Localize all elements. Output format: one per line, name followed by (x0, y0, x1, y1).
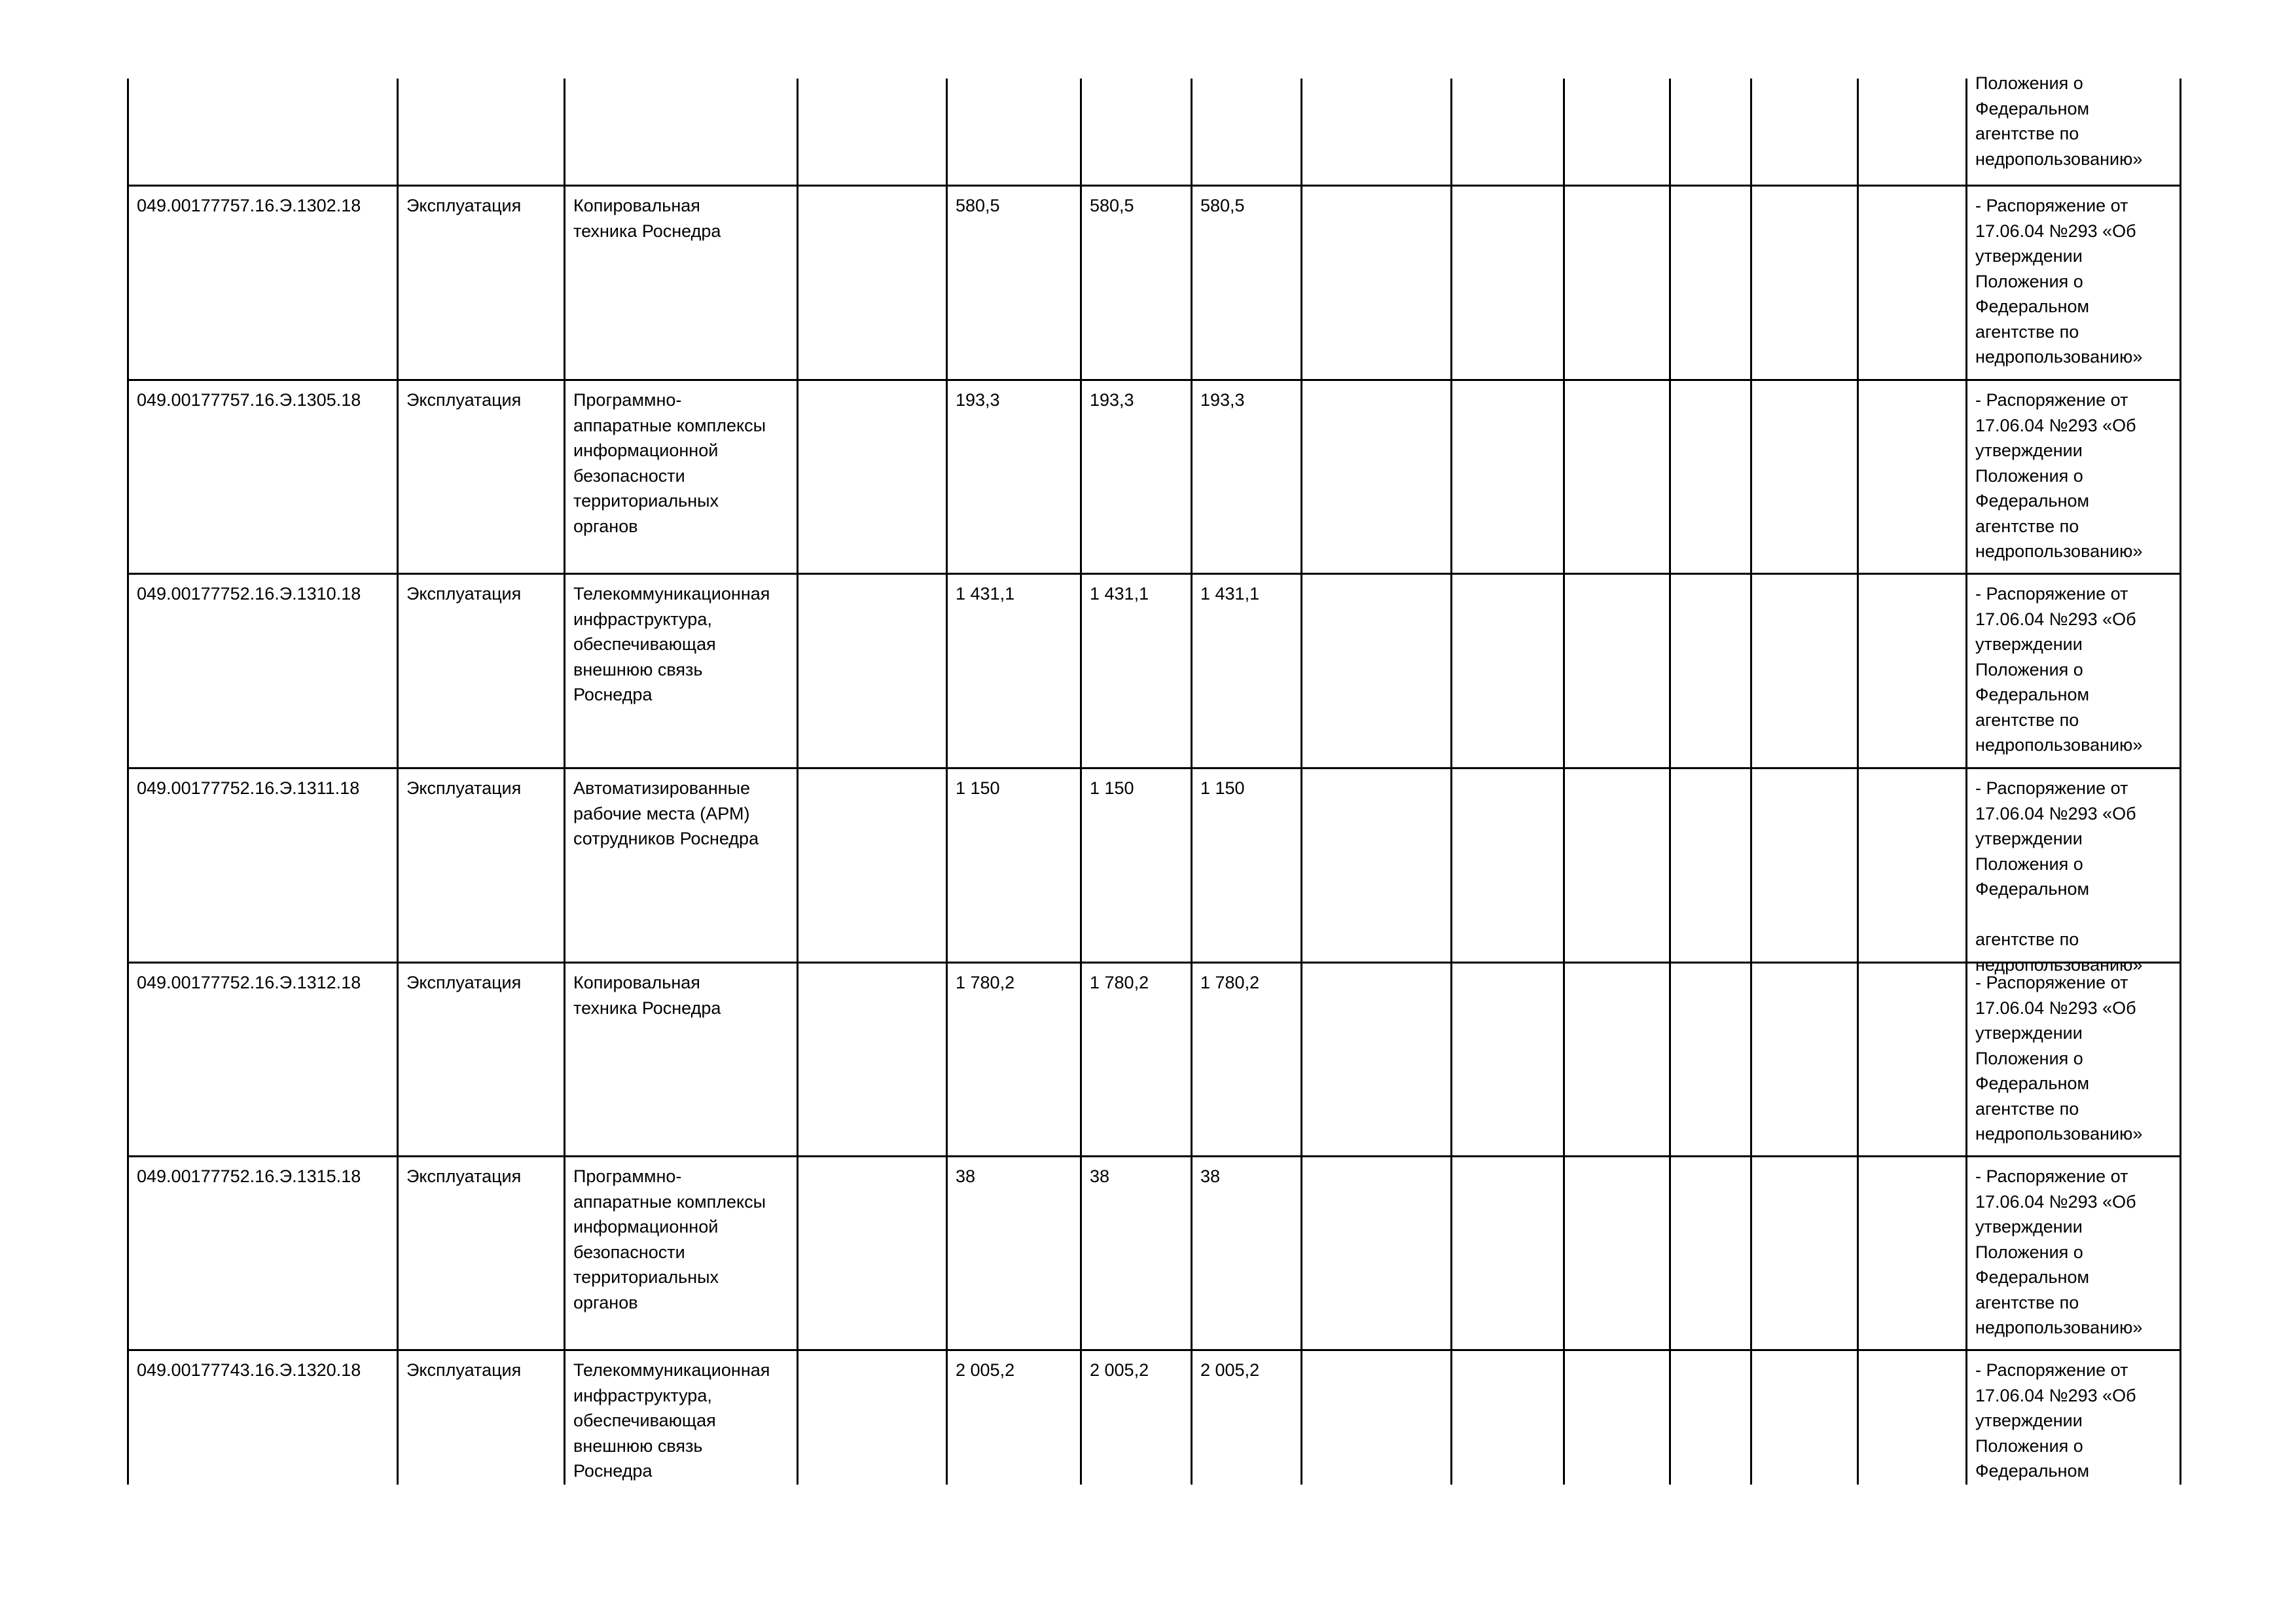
grid-row-line (128, 379, 2181, 381)
grid-col-line (1080, 79, 1082, 1485)
row-value-1: 193,3 (956, 390, 1000, 410)
row-stage: Эксплуатация (406, 584, 522, 604)
grid-col-line (2179, 79, 2181, 1485)
row-name: Программно- аппаратные комплексы информационной безопасности территориальных органов (573, 1166, 766, 1312)
row-value-1: 1 431,1 (956, 584, 1015, 604)
grid-row-line (128, 962, 2181, 964)
grid-col-line (1563, 79, 1565, 1485)
grid-col-line (946, 79, 948, 1485)
row-code: 049.00177743.16.Э.1320.18 (137, 1360, 361, 1380)
row-value-1: 1 780,2 (956, 973, 1015, 992)
row-legal-basis: - Распоряжение от 17.06.04 №293 «Об утверждении Положения о Федеральном агентстве по недропользованию» (1975, 196, 2143, 367)
row-value-2: 38 (1090, 1166, 1110, 1186)
grid-col-line (127, 79, 129, 1485)
row-value-3: 1 150 (1200, 778, 1245, 798)
row-code: 049.00177757.16.Э.1302.18 (137, 196, 361, 215)
row-code: 049.00177752.16.Э.1311.18 (137, 778, 360, 798)
row-legal-basis: - Распоряжение от 17.06.04 №293 «Об утверждении Положения о Федеральном агентстве по недропользованию» (1975, 584, 2143, 755)
grid-row-line (128, 1155, 2181, 1157)
row-name: Телекоммуникационная инфраструктура, обеспечивающая внешнюю связь Роснедра (573, 1360, 770, 1481)
row-value-1: 38 (956, 1166, 976, 1186)
row-stage: Эксплуатация (406, 973, 522, 992)
row-code: 049.00177752.16.Э.1310.18 (137, 584, 361, 604)
grid-col-line (797, 79, 798, 1485)
row-value-2: 580,5 (1090, 196, 1134, 215)
grid-col-line (564, 79, 565, 1485)
row-value-3: 580,5 (1200, 196, 1245, 215)
row-code: 049.00177752.16.Э.1312.18 (137, 973, 361, 992)
row-name: Программно- аппаратные комплексы информационной безопасности территориальных органов (573, 390, 766, 536)
row-code: 049.00177757.16.Э.1305.18 (137, 390, 361, 410)
row-value-2: 193,3 (1090, 390, 1134, 410)
row-name: Копировальная техника Роснедра (573, 973, 721, 1018)
grid-col-line (1857, 79, 1859, 1485)
grid-col-line (1191, 79, 1193, 1485)
grid-col-line (1669, 79, 1671, 1485)
grid-col-line (1965, 79, 1967, 1485)
row-value-2: 1 150 (1090, 778, 1134, 798)
row-value-3: 38 (1200, 1166, 1221, 1186)
legal-basis-fragment: Положения о Федеральном агентстве по недропользованию» (1975, 73, 2143, 169)
row-value-3: 1 780,2 (1200, 973, 1260, 992)
row-name: Телекоммуникационная инфраструктура, обеспечивающая внешнюю связь Роснедра (573, 584, 770, 704)
row-legal-basis: - Распоряжение от 17.06.04 №293 «Об утверждении Положения о Федеральном агентстве по недропользованию» (1975, 973, 2143, 1144)
grid-row-line (128, 185, 2181, 187)
grid-row-line (128, 1349, 2181, 1351)
grid-col-line (1450, 79, 1452, 1485)
row-value-1: 580,5 (956, 196, 1000, 215)
grid-col-line (397, 79, 399, 1485)
row-value-3: 193,3 (1200, 390, 1245, 410)
row-value-2: 1 780,2 (1090, 973, 1149, 992)
row-legal-basis: - Распоряжение от 17.06.04 №293 «Об утверждении Положения о Федеральном агентстве по недропользованию» (1975, 1166, 2143, 1337)
row-name: Копировальная техника Роснедра (573, 196, 721, 241)
row-legal-basis: - Распоряжение от 17.06.04 №293 «Об утверждении Положения о Федеральном агентстве по недропользованию» (1975, 778, 2143, 975)
row-value-3: 2 005,2 (1200, 1360, 1260, 1380)
row-name: Автоматизированные рабочие места (АРМ) сотрудников Роснедра (573, 778, 759, 848)
row-stage: Эксплуатация (406, 778, 522, 798)
row-value-2: 1 431,1 (1090, 584, 1149, 604)
grid-row-line (128, 767, 2181, 769)
row-value-1: 2 005,2 (956, 1360, 1015, 1380)
row-legal-basis: - Распоряжение от 17.06.04 №293 «Об утверждении Положения о Федеральном (1975, 1360, 2136, 1481)
row-stage: Эксплуатация (406, 1360, 522, 1380)
grid-col-line (1300, 79, 1302, 1485)
row-value-2: 2 005,2 (1090, 1360, 1149, 1380)
grid-col-line (1750, 79, 1752, 1485)
row-stage: Эксплуатация (406, 196, 522, 215)
row-code: 049.00177752.16.Э.1315.18 (137, 1166, 361, 1186)
row-legal-basis: - Распоряжение от 17.06.04 №293 «Об утверждении Положения о Федеральном агентстве по недропользованию» (1975, 390, 2143, 561)
row-stage: Эксплуатация (406, 1166, 522, 1186)
row-stage: Эксплуатация (406, 390, 522, 410)
grid-row-line (128, 573, 2181, 575)
row-value-3: 1 431,1 (1200, 584, 1260, 604)
row-value-1: 1 150 (956, 778, 1000, 798)
